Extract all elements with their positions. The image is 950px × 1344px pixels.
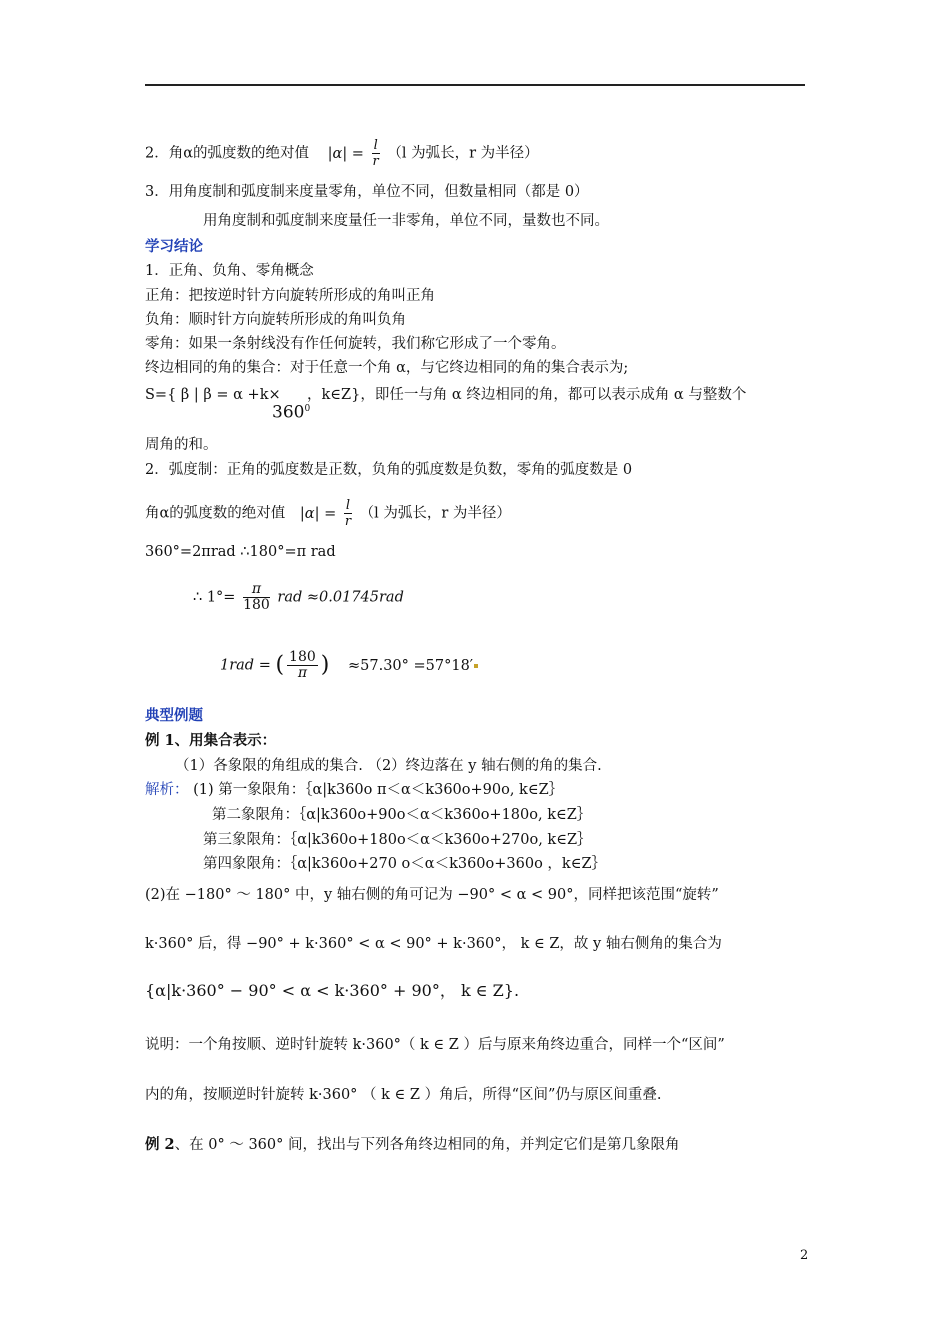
header-rule [145,84,805,86]
text-line: 2．弧度制：正角的弧度数是正数，负角的弧度数是负数，零角的弧度数是 0 [145,462,633,478]
text: （l 为弧长，r 为半径） [387,145,539,162]
text-line [145,498,511,529]
text-line: 正角：把按逆时针方向旋转所形成的角叫正角 [145,288,435,304]
solution-label: 解析： [145,782,189,798]
formula-line: ∴ 1°= $\frac{\pi}{180}$ rad ≈0.01745rad [193,581,404,613]
text: 2．角α的弧度数的绝对值 [145,145,310,162]
formula: $360^0$ [272,402,311,423]
text-line: ，k∈Z}，即任一与角 α 终边相同的角，都可以表示成角 α 与整数个 [307,387,747,403]
formula: |α| = [327,145,364,162]
section-heading: 典型例题 [145,708,203,724]
section-heading: 学习结论 [145,239,203,255]
text-line [145,1136,679,1154]
text-line: (2)在 −180° ～ 180° 中，y 轴右侧的角可记为 −90° < α < 90°，同样把该范围“旋转” [145,887,719,903]
text-line: 用角度制和弧度制来度量任一非零角，单位不同，量数也不同。 [203,213,609,229]
text-line [145,386,281,404]
text-line: 终边相同的角的集合：对于任意一个角 α，与它终边相同的角的集合表示为; [145,360,629,376]
text-line: 周角的和。 [145,437,218,453]
text-line [145,781,563,799]
text-line: 第四象限角：｛α|k360o+270 o＜α＜k360o+360o ，k∈Z｝ [203,856,607,872]
text-line [145,138,539,169]
text-line: 内的角，按顺逆时针旋转 k·360° （ k ∈ Z ）角后，所得“区间”仍与原区间重叠. [145,1087,662,1103]
fraction: $\frac{l}{r}$ [372,138,379,169]
text: (1) 第一象限角：｛α|k360o π＜α＜k360o+90o, k∈Z｝ [193,782,564,798]
text-line: 360°=2πrad ∴180°=π rad [145,544,336,560]
fraction: $\frac{l}{r}$ [344,498,352,529]
example-title: 例 2 [145,1136,175,1153]
text-line: （1）各象限的角组成的集合. （2）终边落在 y 轴右侧的角的集合. [175,758,602,774]
text: （l 为弧长，r 为半径） [359,505,511,522]
text-line: 3．用角度制和弧度制来度量零角，单位不同，但数量相同（都是 0） [145,184,589,200]
text-line: 第二象限角：｛α|k360o+90o＜α＜k360o+180o, k∈Z｝ [212,807,592,823]
text: S={ β | β = α +k× [145,387,281,403]
text-line: k·360° 后，得 −90° + k·360° < α < 90° + k·360°， k ∈ Z，故 y 轴右侧角的集合为 [145,936,722,952]
text-line: 说明：一个角按顺、逆时针旋转 k·360°（ k ∈ Z ）后与原来角终边重合，同样一个“区间” [145,1037,725,1053]
text-line: 第三象限角：｛α|k360o+180o＜α＜k360o+270o, k∈Z｝ [203,832,592,848]
text-line: 零角：如果一条射线没有作任何旋转，我们称它形成了一个零角。 [145,336,566,352]
text: 、在 0° ～ 360° 间，找出与下列各角终边相同的角，并判定它们是第几象限角 [174,1137,680,1153]
formula-line: {α|k·360° − 90° < α < k·360° + 90°， k ∈ Z}. [145,981,520,1000]
example-title: 例 1、用集合表示： [145,732,277,749]
page-number: 2 [800,1248,809,1263]
text-line: 1．正角、负角、零角概念 [145,263,314,279]
formula: |α| = [299,505,337,522]
formula-line: 1rad = ( $\frac{180}{\pi}$ ) ≈57.30° =57°18′ [220,650,478,681]
text: 角α的弧度数的绝对值 [145,505,286,522]
text-line: 负角：顺时针方向旋转所形成的角叫负角 [145,312,406,328]
